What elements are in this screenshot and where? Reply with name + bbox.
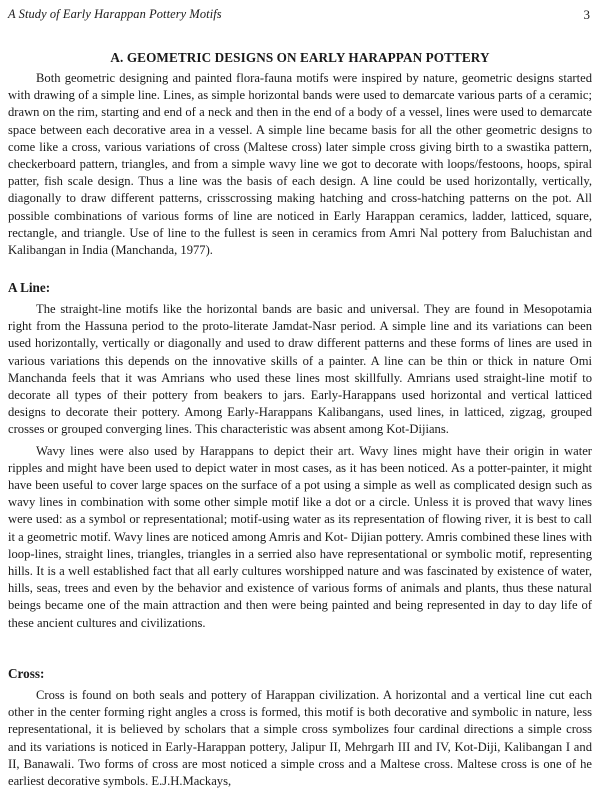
line-paragraph-1: The straight-line motifs like the horizontal bands are basic and universal. They are found in Mesopotamia right from the Hassuna period to the proto-literate Jamdat-Nasr period. A simple line and its variations can been used horizontally, vertically or diagonally and used to draw different patterns and these forms of lines are used in various variations this depends on the innovative skills of a painter. A line can be thin or thick in nature Omi Manchanda feels that it was Amrians who used these lines most skillfully. Amrians used straight-line motif to decorate all types of their pottery from beakers to jars. Early-Harappans used horizontal and vertical latticed designs to decorate their pottery. Among Early-Harappans Kalibangans, used lines, in latticed, zigzag, grouped crosses or grouped converging lines. This characteristic was absent among Kot-Dijians. xyxy=(8,302,592,437)
section-title: A. GEOMETRIC DESIGNS ON EARLY HARAPPAN POTTERY xyxy=(110,50,490,65)
running-head: A Study of Early Harappan Pottery Motifs xyxy=(8,7,222,21)
cross-paragraph-1: Cross is found on both seals and pottery of Harappan civilization. A horizontal and a vertical line cut each other in the center forming right angles a cross is formed, this motif is both decorative and symbolic in nature, less representational, it is believed by scholars that a simple cross symbolizes four cardinal directions a simple cross and its variations is noticed in Early-Harappan pottery, Jalipur II, Mehrgarh III and IV, Kot-Diji, Kalibangan I and II, Banawali. Two forms of cross are most noticed a simple cross and a Maltese cross. Maltese cross is one of he earliest decorative symbols. E.J.H.Mackays, xyxy=(8,688,592,789)
intro-section xyxy=(8,70,592,259)
line-paragraph-2: Wavy lines were also used by Harappans to depict their art. Wavy lines might have their origin in water ripples and might have been used to depict water in most cases, as it has been noticed. As a potter-painter, it might have been useful to cover large spaces on the surface of a pot using a simple as well as complicated design such as wavy lines in combination with some other simple motif like a dot or a circle. Unless it is proved that wavy lines were used: as a symbol or representational; motif-using water as its representation of flowing river, it is best to call it a geometric motif. Wavy lines are noticed among Amris and Kot- Dijian pottery. Amris combined these lines with loop-lines, straight lines, triangles, triangles in a serried also have representational or symbolic motif, representing hills. It is a well established fact that all early cultures worshipped nature and was fascinated by existence of water, hills, seas, trees and even by the behavior and existence of various forms of animals and plants, thus these natural beings became one of the main attraction and then were being painted and being represented in day to day life of these ancient cultures and civilizations. xyxy=(8,443,592,630)
intro-paragraph: Both geometric designing and painted flora-fauna motifs were inspired by nature, geometric designs started with drawing of a simple line. Lines, as simple horizontal bands were used to demarcate various parts of a ceramic; drawn on the rim, starting and end of a neck and then in the end of a body of a vessel, lines were used to demarcate space between each decorative area in a vessel. A simple line became basis for all the other geometric designs to come like a cross, various variations of cross (Maltese cross) later simple cross giving birth to a swastika pattern, checkerboard pattern, triangles, and from a simple wavy line we got to decorate with loops/festoons, hoops, spiral patter, fish scale design. Thus a line was the basis of each design. A line could be used horizontally, vertically, diagonally to draw different patterns, crisscrossing making hatching and cross-hatching patterns on the pot. All possible combinations of various forms of line are noticed in Early Harappan ceramics, ladder, latticed, square, rectangle, and triangle. Use of line to the fullest is seen in ceramics from Amri Nal pottery from Baluchistan and Kalibangan in India (Manchanda, 1977). xyxy=(8,71,592,258)
heading-a-line: A Line: xyxy=(8,280,51,295)
page-number: 3 xyxy=(583,7,590,22)
heading-cross: Cross: xyxy=(8,666,45,681)
line-section xyxy=(8,301,592,632)
cross-section xyxy=(8,687,592,790)
